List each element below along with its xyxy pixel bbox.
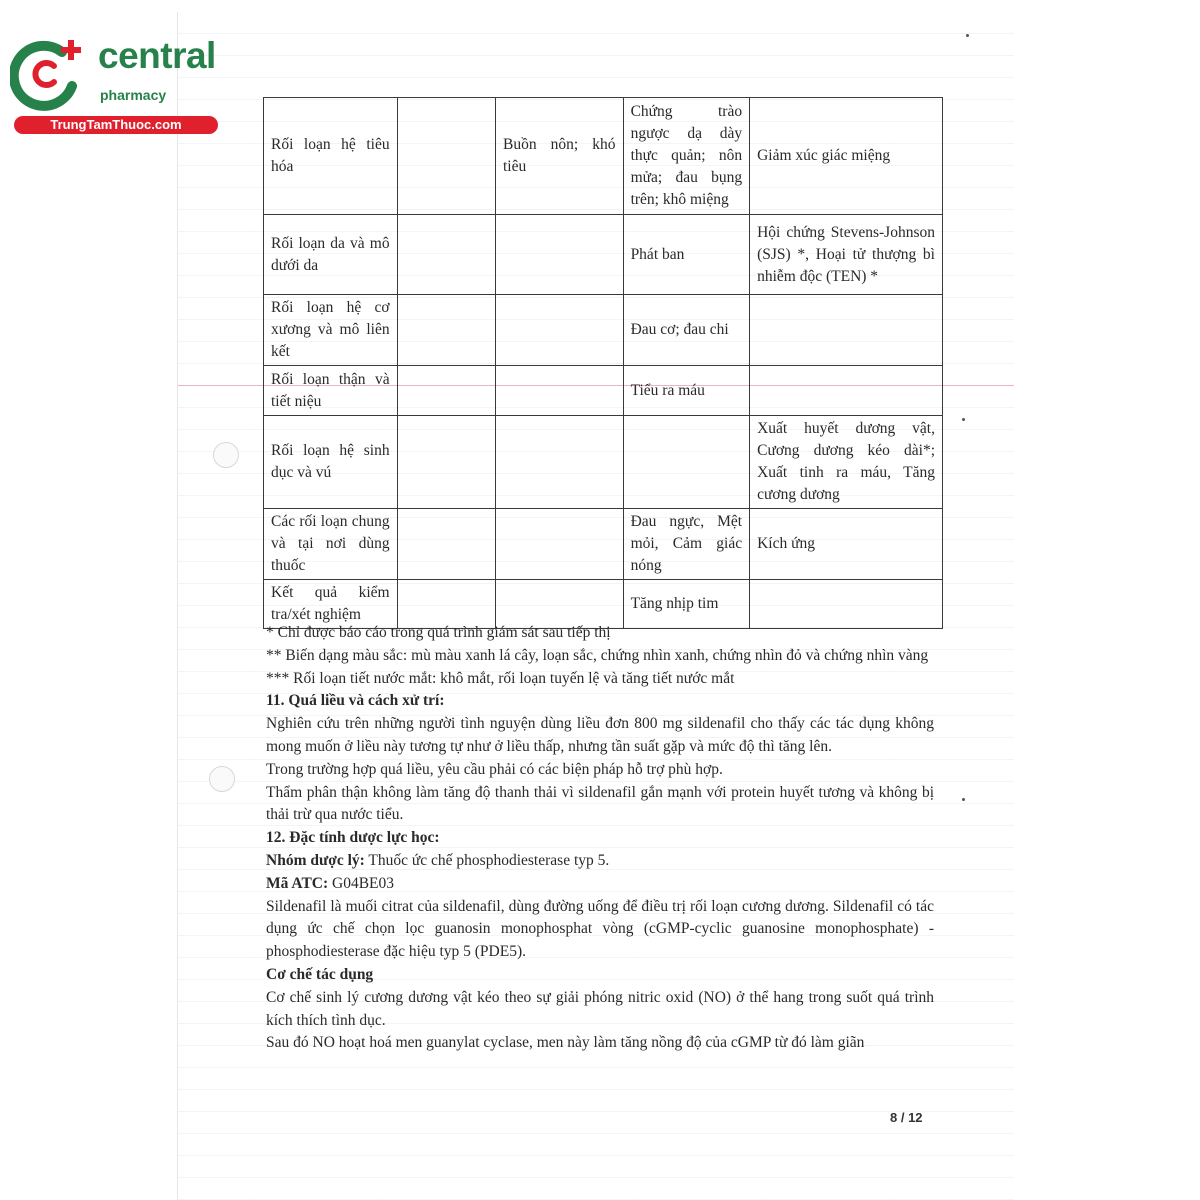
paragraph: Sau đó NO hoạt hoá men guanylat cyclase, men này làm tăng nồng độ của cGMP từ đó làm giãn	[266, 1034, 865, 1052]
section-heading-pharmacodynamics: 12. Đặc tính dược lực học:	[266, 829, 440, 847]
table-cell	[623, 416, 750, 509]
table-cell: Đau ngực, Mệt mỏi, Cảm giác nóng	[623, 509, 750, 580]
table-cell-organ: Rối loạn hệ sinh dục và vú	[264, 416, 398, 509]
table-cell	[750, 366, 943, 416]
paragraph: Sildenafil là muối citrat của sildenafil, dùng đường uống để điều trị rối loạn cương dương. Sildenafil có tác dụng ức chế chọn lọc guanosin monophosphat vòng (cGMP-cyclic guanosine monophosphate) - phosphodiesterase đặc hiệu typ 5 (PDE5).	[266, 897, 934, 961]
table-cell-organ: Rối loạn hệ cơ xương và mô liên kết	[264, 295, 398, 366]
table-cell: Xuất huyết dương vật, Cương dương kéo dài*; Xuất tinh ra máu, Tăng cương dương	[750, 416, 943, 509]
field-value: G04BE03	[328, 874, 395, 892]
adverse-effects-table	[263, 97, 943, 629]
table-row	[264, 416, 943, 509]
document-body	[266, 622, 934, 1055]
page-number: 8 / 12	[890, 1110, 923, 1125]
field-label: Mã ATC:	[266, 874, 329, 892]
field-value: Thuốc ức chế phosphodiesterase typ 5.	[364, 851, 610, 869]
table-cell	[496, 366, 624, 416]
table-cell	[397, 295, 495, 366]
footnote: ** Biến dạng màu sắc: mù màu xanh lá cây, loạn sắc, chứng nhìn xanh, chứng nhìn đỏ và chứng nhìn vàng	[266, 646, 929, 664]
brand-logo	[10, 36, 215, 136]
table-cell	[496, 215, 624, 295]
scan-speck	[962, 798, 965, 801]
table-cell	[750, 295, 943, 366]
paragraph: Cơ chế sinh lý cương dương vật kéo theo sự giải phóng nitric oxid (NO) ở thể hang trong suốt quá trình kích thích tình dục.	[266, 988, 934, 1029]
table-cell-organ: Các rối loạn chung và tại nơi dùng thuốc	[264, 509, 398, 580]
punch-hole	[209, 766, 235, 792]
table-cell: Đau cơ; đau chi	[623, 295, 750, 366]
table-cell: Phát ban	[623, 215, 750, 295]
brand-name: central	[98, 35, 216, 76]
table-cell-organ: Rối loạn da và mô dưới da	[264, 215, 398, 295]
table-row	[264, 98, 943, 215]
table-cell-organ: Rối loạn hệ tiêu hóa	[264, 98, 398, 215]
table-cell	[496, 295, 624, 366]
pharmacy-cross-icon	[10, 36, 96, 112]
atc-code	[266, 873, 934, 896]
table-cell: Hội chứng Stevens-Johnson (SJS) *, Hoại tử thượng bì nhiễm độc (TEN) *	[750, 215, 943, 295]
footnote: * Chỉ được báo cáo trong quá trình giám sát sau tiếp thị	[266, 624, 611, 641]
table-cell: Tăng nhịp tim	[623, 580, 750, 629]
section-heading-overdose: 11. Quá liều và cách xử trí:	[266, 692, 445, 710]
brand-subtitle: pharmacy	[100, 87, 167, 103]
table-cell	[397, 215, 495, 295]
table-row	[264, 366, 943, 416]
brand-url-badge: TrungTamThuoc.com	[14, 116, 218, 134]
table-body	[264, 98, 943, 629]
punch-hole	[213, 442, 239, 468]
table-cell	[496, 509, 624, 580]
field-label: Nhóm dược lý:	[266, 851, 365, 869]
table-cell-organ: Rối loạn thận và tiết niệu	[264, 366, 398, 416]
table-cell: Giảm xúc giác miệng	[750, 98, 943, 215]
paragraph: Thẩm phân thận không làm tăng độ thanh thải vì sildenafil gắn mạnh với protein huyết tương và không bị thải trừ qua nước tiểu.	[266, 783, 934, 824]
table-cell	[496, 416, 624, 509]
subheading-mechanism: Cơ chế tác dụng	[266, 965, 374, 983]
table-cell-organ: Kết quả kiểm tra/xét nghiệm	[264, 580, 398, 629]
table-cell: Kích ứng	[750, 509, 943, 580]
table-row	[264, 509, 943, 580]
table-row	[264, 295, 943, 366]
table-cell: Chứng trào ngược dạ dày thực quản; nôn mửa; đau bụng trên; khô miệng	[623, 98, 750, 215]
table-cell: Buồn nôn; khó tiêu	[496, 98, 624, 215]
pharmacologic-group	[266, 850, 934, 873]
paragraph: Trong trường hợp quá liều, yêu cầu phải có các biện pháp hỗ trợ phù hợp.	[266, 760, 723, 778]
scan-speck	[962, 418, 965, 421]
scan-speck	[966, 34, 969, 37]
table-cell: Tiểu ra máu	[623, 366, 750, 416]
paragraph: Nghiên cứu trên những người tình nguyện dùng liều đơn 800 mg sildenafil cho thấy các tác dụng không mong muốn ở liều này tương tự như ở liều thấp, nhưng tần suất gặp và mức độ thì tăng lên.	[266, 715, 934, 755]
table-cell	[397, 509, 495, 580]
table-row	[264, 215, 943, 295]
footnote: *** Rối loạn tiết nước mắt: khô mắt, rối loạn tuyến lệ và tăng tiết nước mắt	[266, 669, 735, 687]
table-cell	[397, 98, 495, 215]
table-cell	[397, 366, 495, 416]
table-cell	[397, 416, 495, 509]
